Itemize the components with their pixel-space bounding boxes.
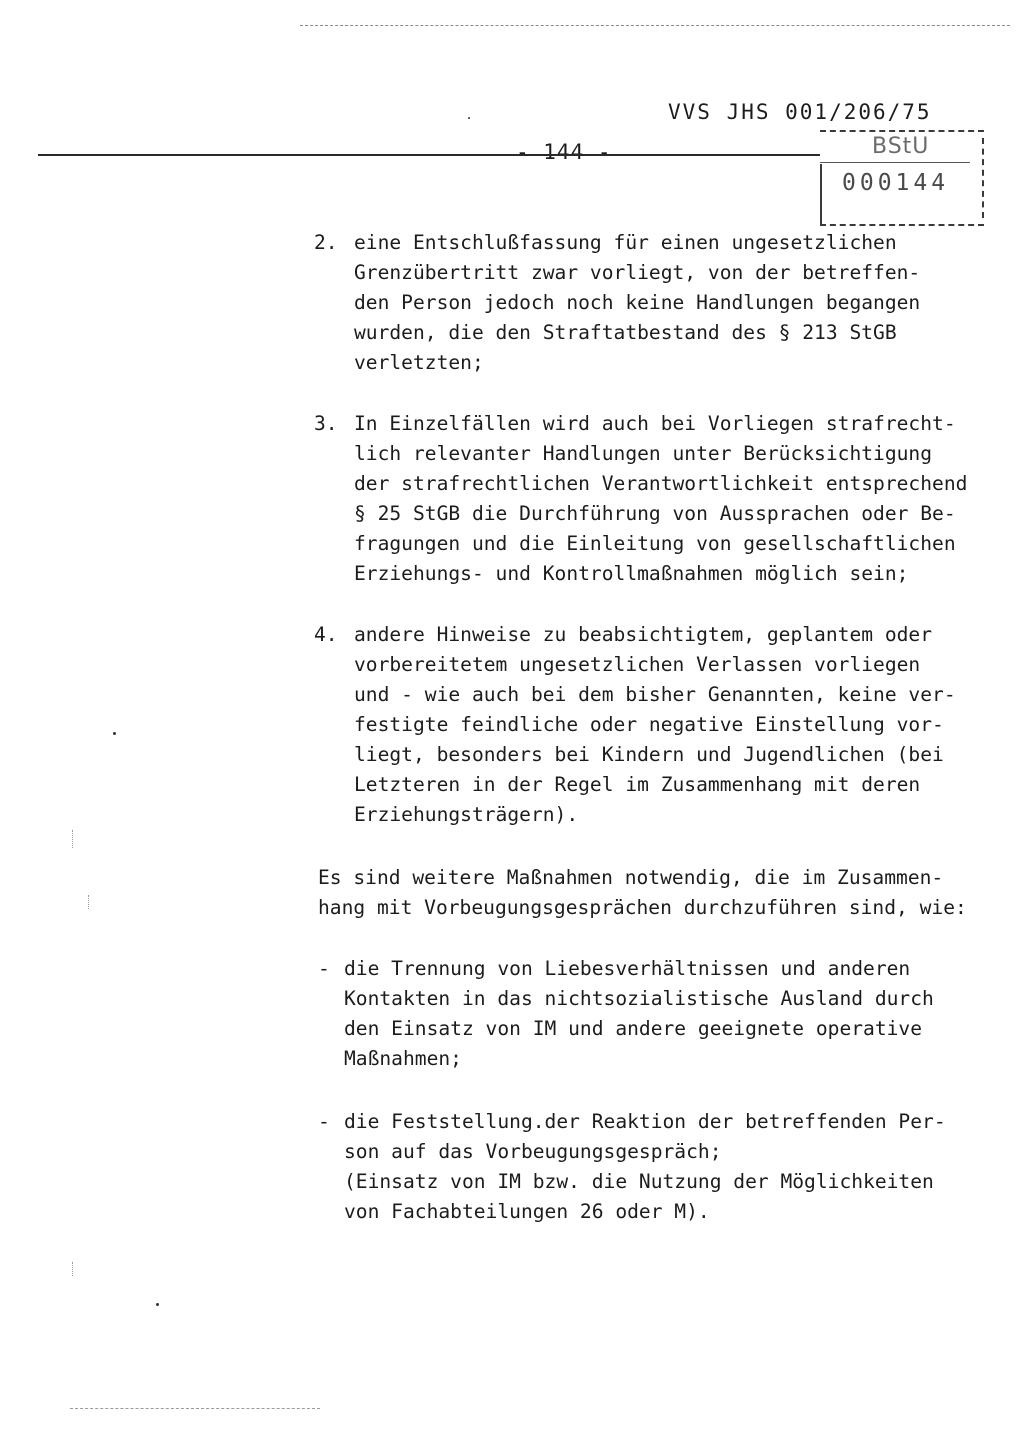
- header-rule: [38, 154, 820, 156]
- paragraph-line: Es sind weitere Maßnahmen notwendig, die im Zusammen-: [318, 866, 944, 889]
- scan-speck: [468, 117, 470, 119]
- list-item-line: Letzteren in der Regel im Zusammenhang mit deren: [354, 773, 921, 796]
- dash-item-line: den Einsatz von IM und andere geeignete operative: [344, 1017, 923, 1040]
- stamp-archive-number: 000144: [842, 170, 950, 196]
- list-item-line: § 25 StGB die Durchführung von Aussprachen oder Be-: [354, 502, 956, 525]
- list-item-line: verletzten;: [354, 351, 484, 374]
- page-number: - 144 -: [516, 140, 612, 164]
- list-item-number: 2.: [314, 231, 338, 254]
- list-item-line: Grenzübertritt zwar vorliegt, von der betreffen-: [354, 261, 921, 284]
- dash-item-line: Maßnahmen;: [344, 1047, 462, 1070]
- list-item-line: der strafrechtlichen Verantwortlichkeit entsprechend: [354, 472, 968, 495]
- dash-item-line: die Trennung von Liebesverhältnissen und anderen: [344, 957, 911, 980]
- document-reference: VVS JHS 001/206/75: [668, 100, 932, 124]
- archive-stamp: [820, 130, 984, 226]
- paragraph-line: hang mit Vorbeugungsgesprächen durchzuführen sind, wie:: [318, 896, 967, 919]
- list-item-number: 4.: [314, 623, 338, 646]
- dash-item-line: von Fachabteilungen 26 oder M).: [344, 1200, 710, 1223]
- list-item-line: eine Entschlußfassung für einen ungesetzlichen: [354, 231, 897, 254]
- list-item-line: und - wie auch bei dem bisher Genannten, keine ver-: [354, 683, 956, 706]
- list-item-number: 3.: [314, 412, 338, 435]
- dash-item-line: son auf das Vorbeugungsgespräch;: [344, 1140, 722, 1163]
- list-item-line: den Person jedoch noch keine Handlungen begangen: [354, 291, 921, 314]
- list-item-line: fragungen und die Einleitung von gesellschaftlichen: [354, 532, 956, 555]
- scan-speck: [113, 732, 116, 735]
- list-item-line: vorbereitetem ungesetzlichen Verlassen vorliegen: [354, 653, 921, 676]
- list-item-line: wurden, die den Straftatbestand des § 213 StGB: [354, 321, 897, 344]
- list-item-line: andere Hinweise zu beabsichtigtem, geplantem oder: [354, 623, 933, 646]
- dash-bullet: -: [318, 1110, 330, 1133]
- list-item-line: liegt, besonders bei Kindern und Jugendlichen (bei: [354, 743, 944, 766]
- list-item-line: lich relevanter Handlungen unter Berücksichtigung: [354, 442, 933, 465]
- list-item-line: Erziehungs- und Kontrollmaßnahmen möglich sein;: [354, 562, 909, 585]
- stamp-divider: [820, 162, 970, 163]
- list-item-line: festigte feindliche oder negative Einstellung vor-: [354, 713, 944, 736]
- bottom-dashed-rule: [70, 1408, 320, 1409]
- stamp-left-edge: [820, 164, 822, 224]
- scan-mark: [72, 830, 73, 848]
- stamp-right-edge: [982, 138, 984, 218]
- scan-speck: [156, 1303, 159, 1306]
- dash-item-line: Kontakten in das nichtsozialistische Ausland durch: [344, 987, 934, 1010]
- list-item-line: In Einzelfällen wird auch bei Vorliegen strafrecht-: [354, 412, 956, 435]
- dash-bullet: -: [318, 957, 330, 980]
- dash-item-line: die Feststellung.der Reaktion der betreffenden Per-: [344, 1110, 946, 1133]
- top-dashed-rule: [300, 25, 1010, 26]
- list-item-line: Erziehungsträgern).: [354, 803, 579, 826]
- scan-mark: [72, 1262, 73, 1276]
- dash-item-line: (Einsatz von IM bzw. die Nutzung der Möglichkeiten: [344, 1170, 934, 1193]
- scan-mark: [88, 895, 89, 909]
- stamp-archive-name: BStU: [872, 134, 930, 159]
